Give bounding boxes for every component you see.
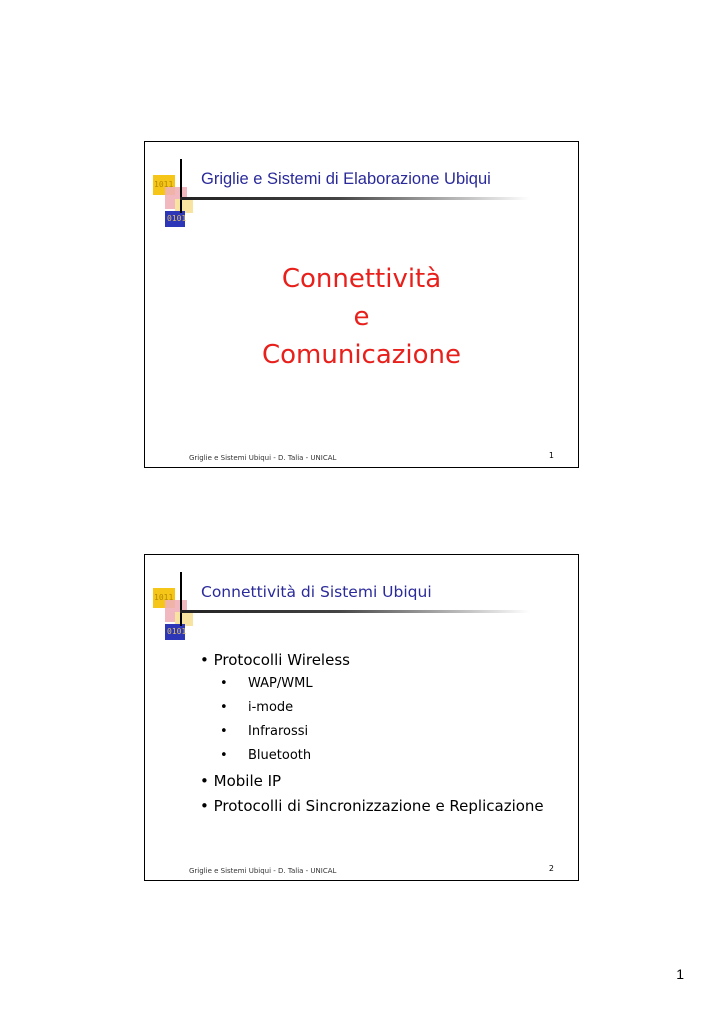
bullet-glyph: • <box>200 651 209 669</box>
bullet-glyph: • <box>220 700 228 715</box>
title-line-3: Comunicazione <box>261 340 462 370</box>
sub-bullet-text: Bluetooth <box>248 748 312 763</box>
bullet-text: Protocolli Wireless <box>213 651 350 669</box>
bullet-glyph: • <box>200 772 209 790</box>
slide-page-number: 2 <box>548 864 554 873</box>
slide-footer: Griglie e Sistemi Ubiqui - D. Talia - UNICAL <box>189 454 337 462</box>
sub-bullet-text: Infrarossi <box>248 724 309 739</box>
logo-bits-bottom: 0101 <box>167 627 187 636</box>
bullet-glyph: • <box>220 748 228 763</box>
list-item <box>200 797 544 815</box>
bullet-text: Mobile IP <box>213 772 282 790</box>
title-line-1: Connettività <box>281 264 442 294</box>
slide-page-number: 1 <box>548 451 554 460</box>
header-rule <box>180 197 530 200</box>
bullet-glyph: • <box>220 724 228 739</box>
list-item <box>220 748 544 763</box>
logo-vertical-line <box>180 159 182 213</box>
bullet-list <box>200 651 544 822</box>
slide-main-title <box>145 260 578 374</box>
logo-bits-top: 1011 <box>154 593 174 602</box>
slide-footer: Griglie e Sistemi Ubiqui - D. Talia - UNICAL <box>189 867 337 875</box>
list-item <box>220 700 544 715</box>
header-rule <box>180 610 530 613</box>
list-item <box>220 676 544 691</box>
slide-2 <box>144 554 579 881</box>
slide-header-title: Griglie e Sistemi di Elaborazione Ubiqui <box>201 170 491 188</box>
slide-header-title: Connettività di Sistemi Ubiqui <box>201 583 432 601</box>
slide-1 <box>144 141 579 468</box>
sheet-page-number: 1 <box>676 966 684 982</box>
logo-vertical-line <box>180 572 182 626</box>
slide-logo <box>153 159 193 229</box>
bullet-text: Protocolli di Sincronizzazione e Replicazione <box>213 797 544 815</box>
bullet-glyph: • <box>200 797 209 815</box>
list-item <box>220 724 544 739</box>
bullet-glyph: • <box>220 676 228 691</box>
sub-bullet-text: i-mode <box>248 700 294 715</box>
slide-logo <box>153 572 193 642</box>
sub-bullet-text: WAP/WML <box>248 676 313 691</box>
title-line-2: e <box>353 302 370 332</box>
logo-bits-bottom: 0101 <box>167 214 187 223</box>
sub-bullet-list <box>200 676 544 763</box>
logo-bits-top: 1011 <box>154 180 174 189</box>
list-item <box>200 651 544 669</box>
list-item <box>200 772 544 790</box>
